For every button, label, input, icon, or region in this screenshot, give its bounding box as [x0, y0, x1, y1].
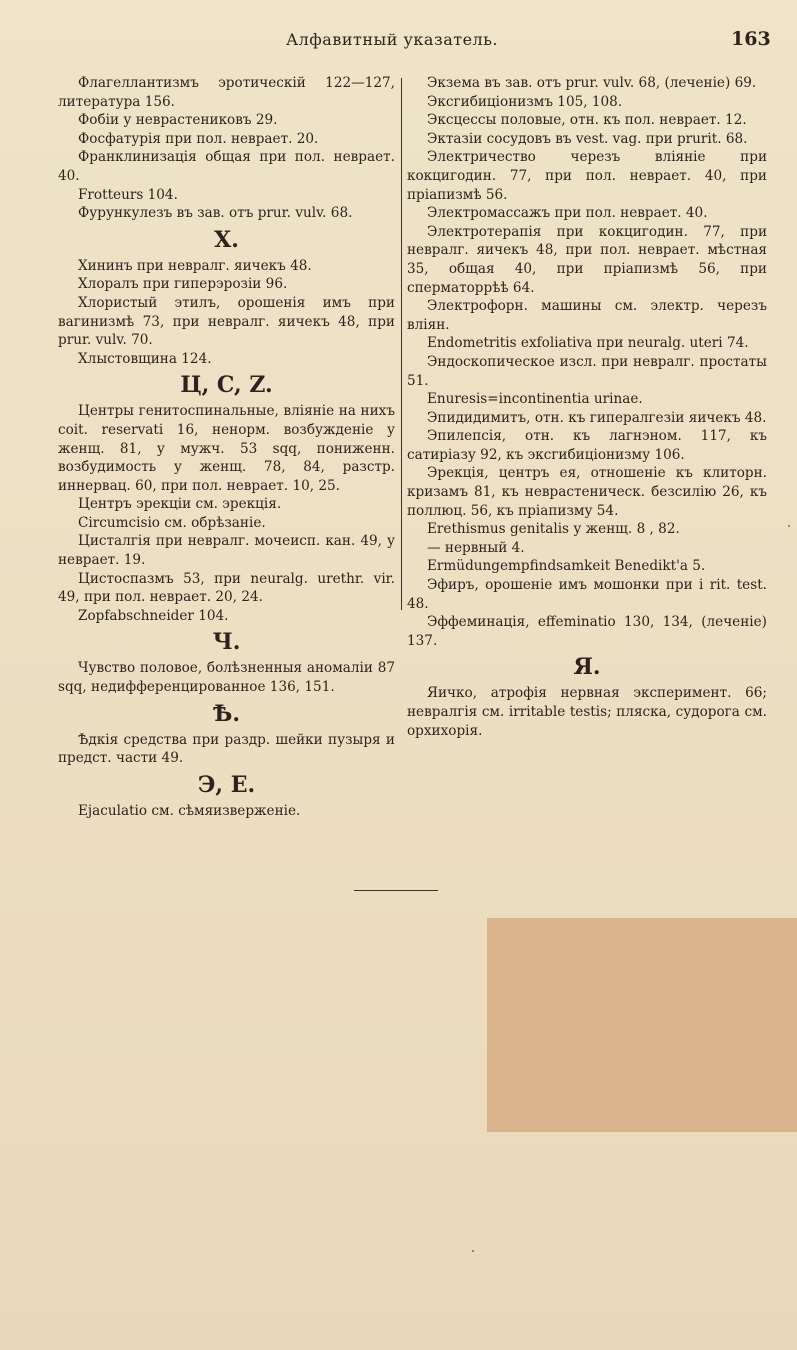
index-entry: Эксцессы половые, отн. къ пол. неврает. 12.	[427, 112, 747, 129]
index-entry: Enuresis=incontinentia urinae.	[427, 391, 643, 408]
index-entry: Zopfabschneider 104.	[78, 607, 229, 624]
index-entry: Флагеллантизмъ эротическій 122—127, литература 156.	[58, 75, 395, 110]
paper-speck	[788, 525, 790, 527]
index-entry: Электрофорн. машины см. электр. черезъ вліян.	[407, 298, 767, 333]
index-entry: Хлоралъ при гиперэрозіи 96.	[78, 276, 288, 293]
section-letter: Я.	[573, 654, 601, 681]
index-entry: Фосфатурія при пол. неврает. 20.	[78, 130, 319, 147]
section-letter: Э, E.	[197, 771, 256, 798]
index-entry: Frotteurs 104.	[78, 186, 178, 203]
index-entry: Ѣдкія средства при раздр. шейки пузыря и предст. части 49.	[58, 731, 395, 767]
index-entry: Эндоскопическое изсл. при невралг. простаты 51.	[407, 353, 767, 389]
index-entry: Эпидидимитъ, отн. къ гипералгезіи яичекъ 48.	[427, 409, 767, 426]
index-entry: Хининъ при невралг. яичекъ 48.	[78, 257, 312, 274]
index-entry: Ermüdungempfindsamkeit Benedikt'a 5.	[427, 558, 706, 575]
paper-stain	[487, 918, 797, 1132]
running-title: Алфавитный указатель.	[286, 30, 499, 49]
index-entry: Эпилепсія, отн. къ лагнэном. 117, къ сатиріазу 92, къ эксгибиціонизму 106.	[407, 428, 767, 463]
index-entry: Франклинизація общая при пол. неврает. 40.	[58, 149, 395, 184]
index-entry: — нервный 4.	[427, 539, 525, 556]
index-entry: Эктазіи сосудовъ въ vest. vag. при prurit. 68.	[427, 130, 748, 147]
index-entry: Центры генитоспинальные, вліяніе на нихъ coit. reservati 16, ненорм. возбужденіе у женщ. 81, у мужч. 53 sqq, пониженн. возбудимость у женщ. 78, 84, разстр. иннервац. 60, при пол. неврает. 10, 25.	[58, 403, 395, 494]
page-header	[0, 26, 797, 56]
section-letter: Ѣ.	[212, 700, 241, 727]
section-letter: Х.	[214, 226, 239, 253]
paper-speck	[472, 1250, 474, 1252]
index-entry: Circumcisio см. обрѣзаніе.	[78, 514, 266, 531]
index-entry: Экзема въ зав. отъ prur. vulv. 68, (леченіе) 69.	[427, 75, 757, 91]
index-entry: Электромассажъ при пол. неврает. 40.	[427, 205, 708, 222]
section-letter: Ч.	[212, 629, 241, 656]
index-entry: Фобіи у неврастениковъ 29.	[78, 112, 278, 129]
page-number: 163	[731, 28, 771, 50]
index-entry: Электротерапія при кокцигодин. 77, при невралг. яичекъ 48, при пол. неврает. мѣстная 35, общая 40, при пріапизмѣ 56, при сперматоррѣѣ 64.	[407, 223, 767, 296]
index-entry: Эфиръ, орошеніе имъ мошонки при i rit. test. 48.	[407, 577, 767, 612]
column-divider	[401, 78, 402, 610]
index-column-right	[407, 74, 767, 740]
index-entry: Эффеминація, effeminatio 130, 134, (леченіе) 137.	[407, 614, 767, 649]
index-entry: Эксгибиціонизмъ 105, 108.	[427, 93, 623, 110]
index-entry: Цистоспазмъ 53, при neuralg. urethr. vir. 49, при пол. неврает. 20, 24.	[58, 570, 395, 606]
index-entry: Электричество черезъ вліяніе при кокцигодин. 77, при пол. неврает. 40, при пріапизмѣ 56.	[407, 149, 767, 203]
index-entry: Ejaculatio см. сѣмяизверженіе.	[78, 802, 301, 819]
end-rule	[354, 890, 438, 891]
index-entry: Центръ эрекціи см. эрекція.	[78, 496, 282, 513]
index-entry: Чувство половое, болѣзненныя аномаліи 87 sqq, недифференцированное 136, 151.	[58, 660, 395, 696]
index-entry: Erethismus genitalis у женщ. 8 , 82.	[427, 521, 680, 538]
index-column-left	[58, 74, 395, 820]
index-entry: Эрекція, центръ ея, отношеніе къ клиторн. кризамъ 81, къ неврастеническ. безсилію 26, къ поллюц. 56, къ пріапизму 54.	[407, 465, 767, 519]
index-entry: Цисталгія при невралг. мочеисп. кан. 49, у неврает. 19.	[58, 533, 395, 569]
index-entry: Яичко, атрофія нервная эксперимент. 66; невралгія см. irritable testis; пляска, судорога см. орхихорія.	[407, 685, 767, 739]
section-letter: Ц, C, Z.	[180, 372, 273, 399]
index-entry: Endometritis exfoliativa при neuralg. uteri 74.	[427, 335, 749, 352]
index-entry: Хлористый этилъ, орошенія имъ при вагинизмѣ 73, при невралг. яичекъ 48, при prur. vulv. 70.	[58, 294, 395, 349]
index-entry: Фурункулезъ въ зав. отъ prur. vulv. 68.	[78, 205, 353, 222]
index-entry: Хлыстовщина 124.	[78, 350, 212, 367]
